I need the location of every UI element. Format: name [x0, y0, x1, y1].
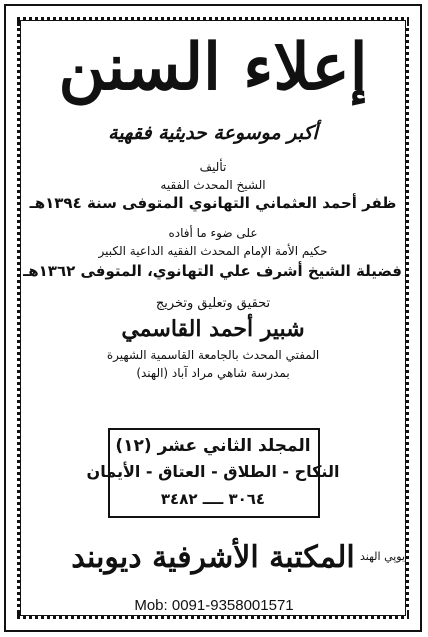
madrasa-line: بمدرسة شاهي مراد آباد (الهند) — [136, 366, 290, 380]
publisher-place: يوپي الهند — [360, 550, 406, 563]
tahqiq-label: تحقيق وتعليق وتخريج — [155, 296, 271, 311]
author-title: الشيخ المحدث الفقيه — [160, 178, 266, 192]
volume-range: ٣٠٦٤ ــــ ٣٤٨٢ — [160, 490, 266, 508]
mufti-line: المفتي المحدث بالجامعة القاسمية الشهيرة — [106, 348, 320, 362]
editor-name: شبير أحمد القاسمي — [121, 316, 305, 342]
according-label: على ضوء ما أفاده — [168, 226, 258, 240]
book-subtitle: أكبر موسوعة حديثية فقهية — [108, 122, 318, 144]
publisher-name: المكتبة الأشرفية ديوبند — [71, 540, 355, 575]
volume-title: المجلد الثاني عشر (١٢) — [115, 436, 311, 456]
author-name: ظفر أحمد العثماني التهانوي المتوفى سنة ١٣٩٤هـ — [29, 194, 397, 212]
mobile-number: Mob: 0091-9358001571 — [134, 597, 294, 614]
compiled-by-label: تأليف — [199, 160, 227, 174]
ashraf-line: فضيلة الشيخ أشرف علي التهانوي، المتوفى ١٣٦٢هـ — [23, 262, 402, 280]
volume-topics: النكاح - الطلاق - العتاق - الأيمان — [86, 462, 340, 481]
book-title: إعلاء السنن — [58, 30, 368, 105]
hakim-line: حكيم الأمة الإمام المحدث الفقيه الداعية الكبير — [98, 244, 328, 258]
